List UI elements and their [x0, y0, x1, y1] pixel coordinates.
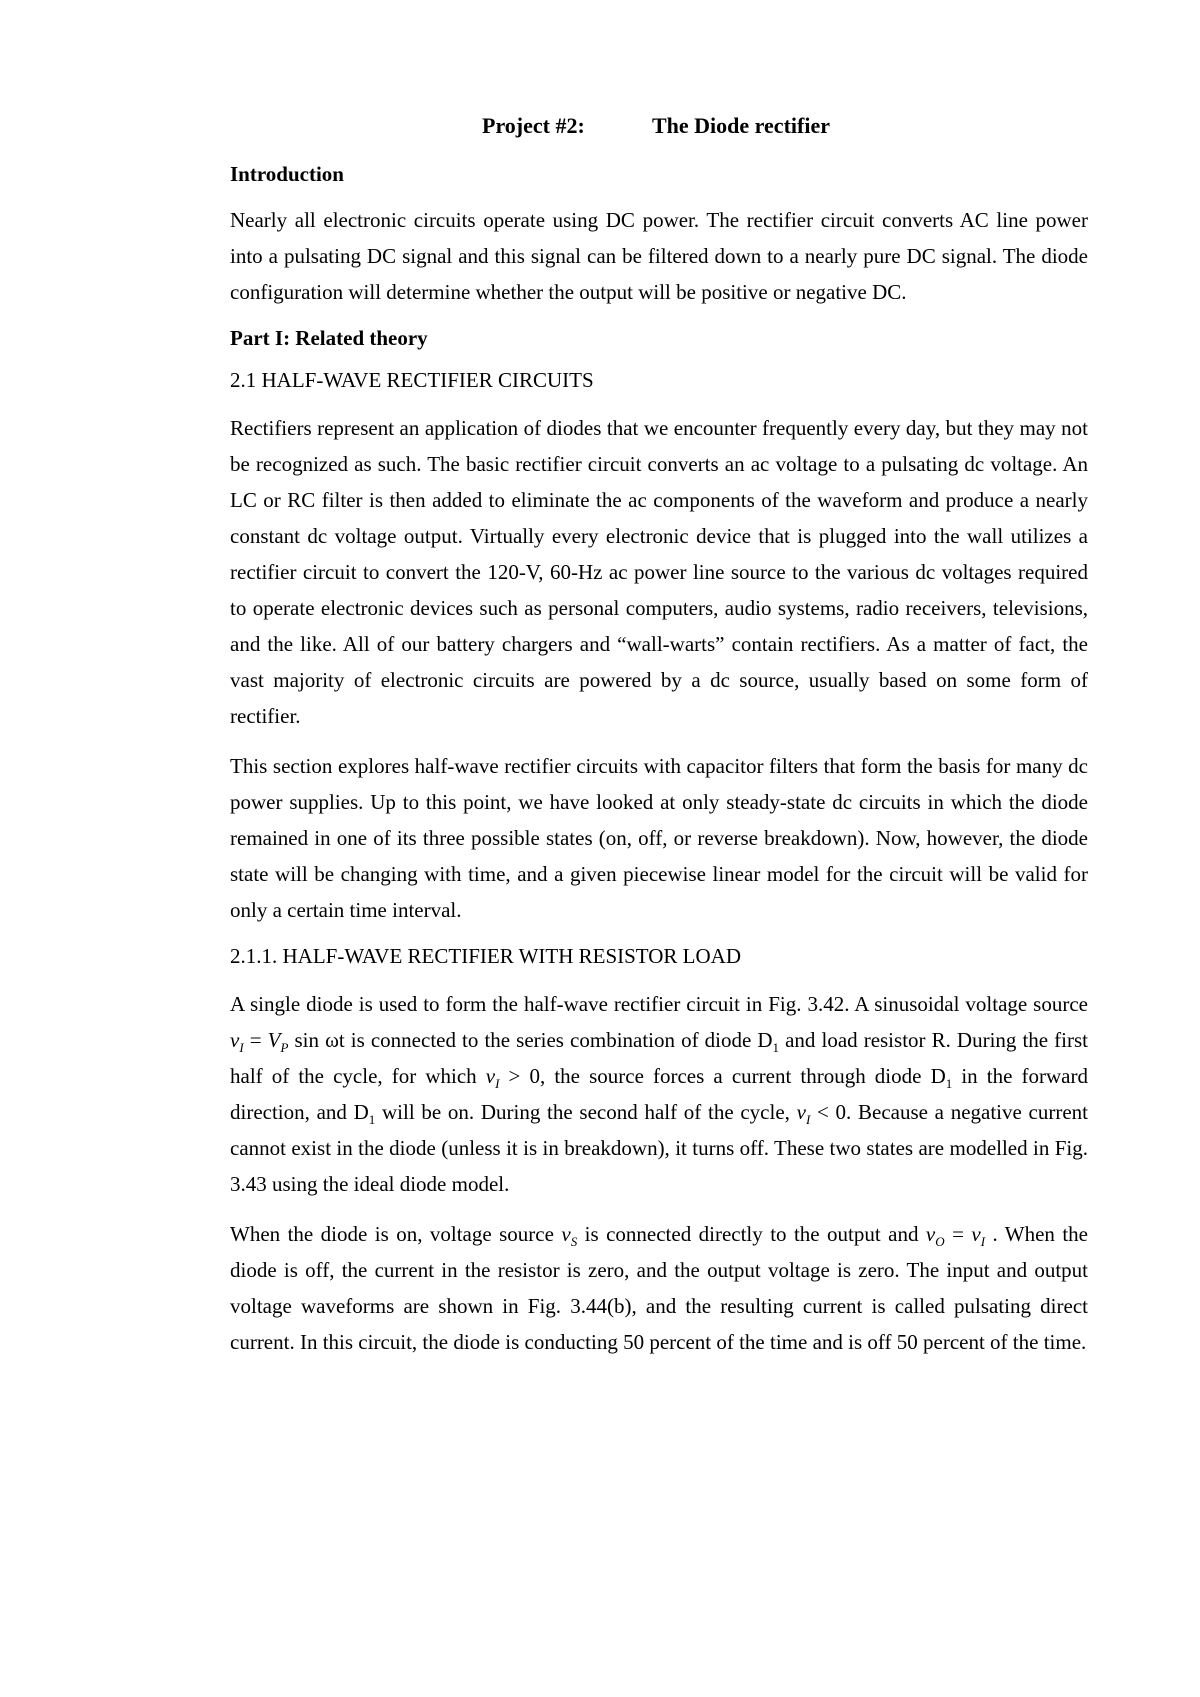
- var-v: v: [230, 1028, 240, 1052]
- p5-text-4: When the diode is off, the current in the resistor is zero, and the output voltage is zero. The input and output voltage waveforms are shown in Fig. 3.44(b), and the resulting current is called pulsating direct current. In this circuit, the diode is conducting 50 percent of the time and is off 50 percent of the time.: [230, 1222, 1089, 1354]
- p4-text-6: will be on. During the second half of the cycle,: [375, 1100, 797, 1124]
- p4-text-1: A single diode is used to form the half-wave rectifier circuit in Fig. 3.42. A sinusoidal voltage source: [230, 992, 1088, 1016]
- p5-text-2: is connected directly to the output and: [577, 1222, 926, 1246]
- var-v-6: v: [971, 1222, 981, 1246]
- var-v-i-2: [485, 1064, 500, 1092]
- document-title: [230, 112, 1088, 140]
- rectifiers-paragraph: [230, 410, 1088, 734]
- p4-text-7: < 0. Because a negative current cannot exist in the diode (unless it is in breakdown), it turns off. These two states are modelled in Fig. 3.43 using the ideal diode model.: [230, 1100, 1089, 1196]
- title-project-name: The Diode rectifier: [652, 113, 830, 138]
- var-v-i-3: [796, 1100, 811, 1128]
- sub-s: S: [570, 1234, 578, 1250]
- var-v-i-4: [971, 1222, 986, 1250]
- introduction-heading: Introduction: [230, 162, 344, 186]
- var-cap-v: V: [267, 1028, 281, 1052]
- var-v-p: [267, 1028, 289, 1056]
- sub-i-3: I: [805, 1112, 811, 1128]
- sub-1-c: 1: [368, 1112, 376, 1128]
- p5-text-3: .: [985, 1222, 998, 1246]
- var-v-4: v: [561, 1222, 571, 1246]
- half-wave-paragraph: [230, 986, 1088, 1202]
- p4-text-4: > 0, the source forces a current through diode D: [499, 1064, 946, 1088]
- var-v-3: v: [796, 1100, 806, 1124]
- var-v-i: [230, 1028, 244, 1056]
- var-v-o: [925, 1222, 945, 1250]
- sub-o: O: [935, 1234, 945, 1250]
- sub-i: I: [239, 1040, 244, 1056]
- document-content: [230, 112, 1088, 1374]
- introduction-paragraph: [230, 202, 1088, 310]
- section-2-1-heading: 2.1 HALF-WAVE RECTIFIER CIRCUITS: [230, 368, 594, 392]
- sub-i-2: I: [495, 1076, 500, 1092]
- p4-text-2: sin ωt is connected to the series combination of diode D: [288, 1028, 773, 1052]
- section-2-1-1-heading: 2.1.1. HALF-WAVE RECTIFIER WITH RESISTOR LOAD: [230, 944, 742, 968]
- p5-text-1: When the diode is on, voltage source: [230, 1222, 562, 1246]
- var-v-s: [561, 1222, 578, 1250]
- introduction-text: Nearly all electronic circuits operate using DC power. The rectifier circuit converts AC line power into a pulsating DC signal and this signal can be filtered down to a nearly pure DC signal. The diode configuration will determine whether the output will be positive or negative DC.: [230, 208, 1088, 304]
- title-project-number: Project #2:: [482, 113, 585, 138]
- sub-1-a: 1: [772, 1040, 780, 1056]
- rectifiers-text: Rectifiers represent an application of diodes that we encounter frequently every day, but they may not be recognized as such. The basic rectifier circuit converts an ac voltage to a pulsating dc voltage. An LC or RC filter is then added to eliminate the ac components of the waveform and produce a nearly constant dc voltage output. Virtually every electronic device that is plugged into the wall utilizes a rectifier circuit to convert the 120-V, 60-Hz ac power line source to the various dc voltages required to operate electronic devices such as personal computers, audio systems, radio receivers, televisions, and the like. All of our battery chargers and “wall-warts” contain rectifiers. As a matter of fact, the vast majority of electronic circuits are powered by a dc source, usually based on some form of rectifier.: [230, 416, 1088, 728]
- equals-sign-2: =: [944, 1222, 972, 1246]
- sub-i-4: I: [980, 1234, 986, 1250]
- sub-1-b: 1: [945, 1076, 953, 1092]
- diode-on-paragraph: [230, 1216, 1088, 1360]
- section-explores-text: This section explores half-wave rectifier circuits with capacitor filters that form the basis for many dc power supplies. Up to this point, we have looked at only steady-state dc circuits in which the diode remained in one of its three possible states (on, off, or reverse breakdown). Now, however, the diode state will be changing with time, and a given piecewise linear model for the circuit will be valid for only a certain time interval.: [230, 754, 1088, 922]
- p4-text-5: in the forward direction, and D: [230, 1064, 1088, 1124]
- sub-p: P: [280, 1040, 289, 1056]
- section-explores-paragraph: [230, 748, 1088, 928]
- var-v-5: v: [925, 1222, 936, 1246]
- p4-text-3: and load resistor R. During the first half of the cycle, for which: [230, 1028, 1089, 1088]
- equals-sign: =: [243, 1028, 268, 1052]
- part1-heading: Part I: Related theory: [230, 326, 428, 350]
- var-v-2: v: [485, 1064, 496, 1088]
